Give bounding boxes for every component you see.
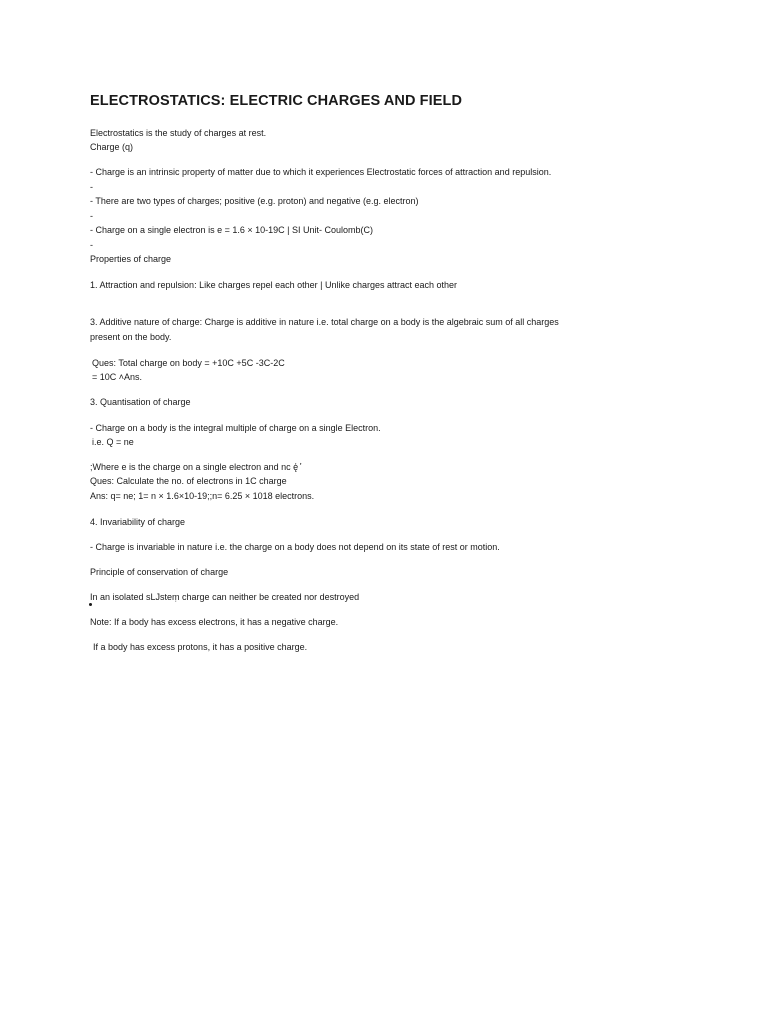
dash-line: -	[90, 240, 93, 250]
question-total-charge: Ques: Total charge on body = +10C +5C -3C-2C	[92, 358, 285, 368]
note-positive: If a body has excess protons, it has a positive charge.	[93, 642, 308, 652]
question-electrons: Ques: Calculate the no. of electrons in 1C charge	[90, 476, 287, 486]
property-additive-cont: present on the body.	[90, 332, 172, 342]
property-quantisation: 3. Quantisation of charge	[90, 397, 191, 407]
electron-charge: - Charge on a single electron is e = 1.6 × 10-19C | SI Unit- Coulomb(C)	[90, 225, 373, 235]
quantisation-where: ;Where e is the charge on a single electron and nc ę͐ ͐͐	[90, 462, 301, 472]
properties-heading: Properties of charge	[90, 254, 172, 264]
note-negative: Note: If a body has excess electrons, it has a negative charge.	[90, 617, 339, 627]
document-title: ELECTROSTATICS: ELECTRIC CHARGES AND FIELD	[90, 93, 463, 109]
charge-types: - There are two types of charges; positive (e.g. proton) and negative (e.g. electron)	[90, 196, 419, 206]
conservation-definition: In an isolated sLJsteṃ charge can neither be created nor destroyed	[90, 592, 360, 602]
answer-electrons: Ans: q= ne; 1= n × 1.6×10-19;;n= 6.25 × 1018 electrons.	[90, 491, 315, 501]
invariability-definition: - Charge is invariable in nature i.e. the charge on a body does not depend on its state of rest or motion.	[90, 542, 500, 552]
charge-definition: - Charge is an intrinsic property of matter due to which it experiences Electrostatic forces of attraction and repulsion.	[90, 167, 552, 177]
conservation-heading: Principle of conservation of charge	[90, 567, 229, 577]
answer-total-charge: = 10C ˄Ans.	[92, 372, 143, 382]
charge-heading: Charge (q)	[90, 142, 134, 152]
bullet-mark	[89, 603, 92, 606]
property-invariability: 4. Invariability of charge	[90, 517, 186, 527]
quantisation-definition: - Charge on a body is the integral multiple of charge on a single Electron.	[90, 423, 381, 433]
dash-line: -	[90, 182, 93, 192]
quantisation-formula: i.e. Q = ne	[92, 437, 134, 447]
property-attraction: 1. Attraction and repulsion: Like charges repel each other | Unlike charges attract each other	[90, 280, 458, 290]
dash-line: -	[90, 211, 93, 221]
property-additive: 3. Additive nature of charge: Charge is additive in nature i.e. total charge on a body is the algebraic sum of all charges	[90, 317, 559, 327]
intro-line: Electrostatics is the study of charges at rest.	[90, 128, 267, 138]
